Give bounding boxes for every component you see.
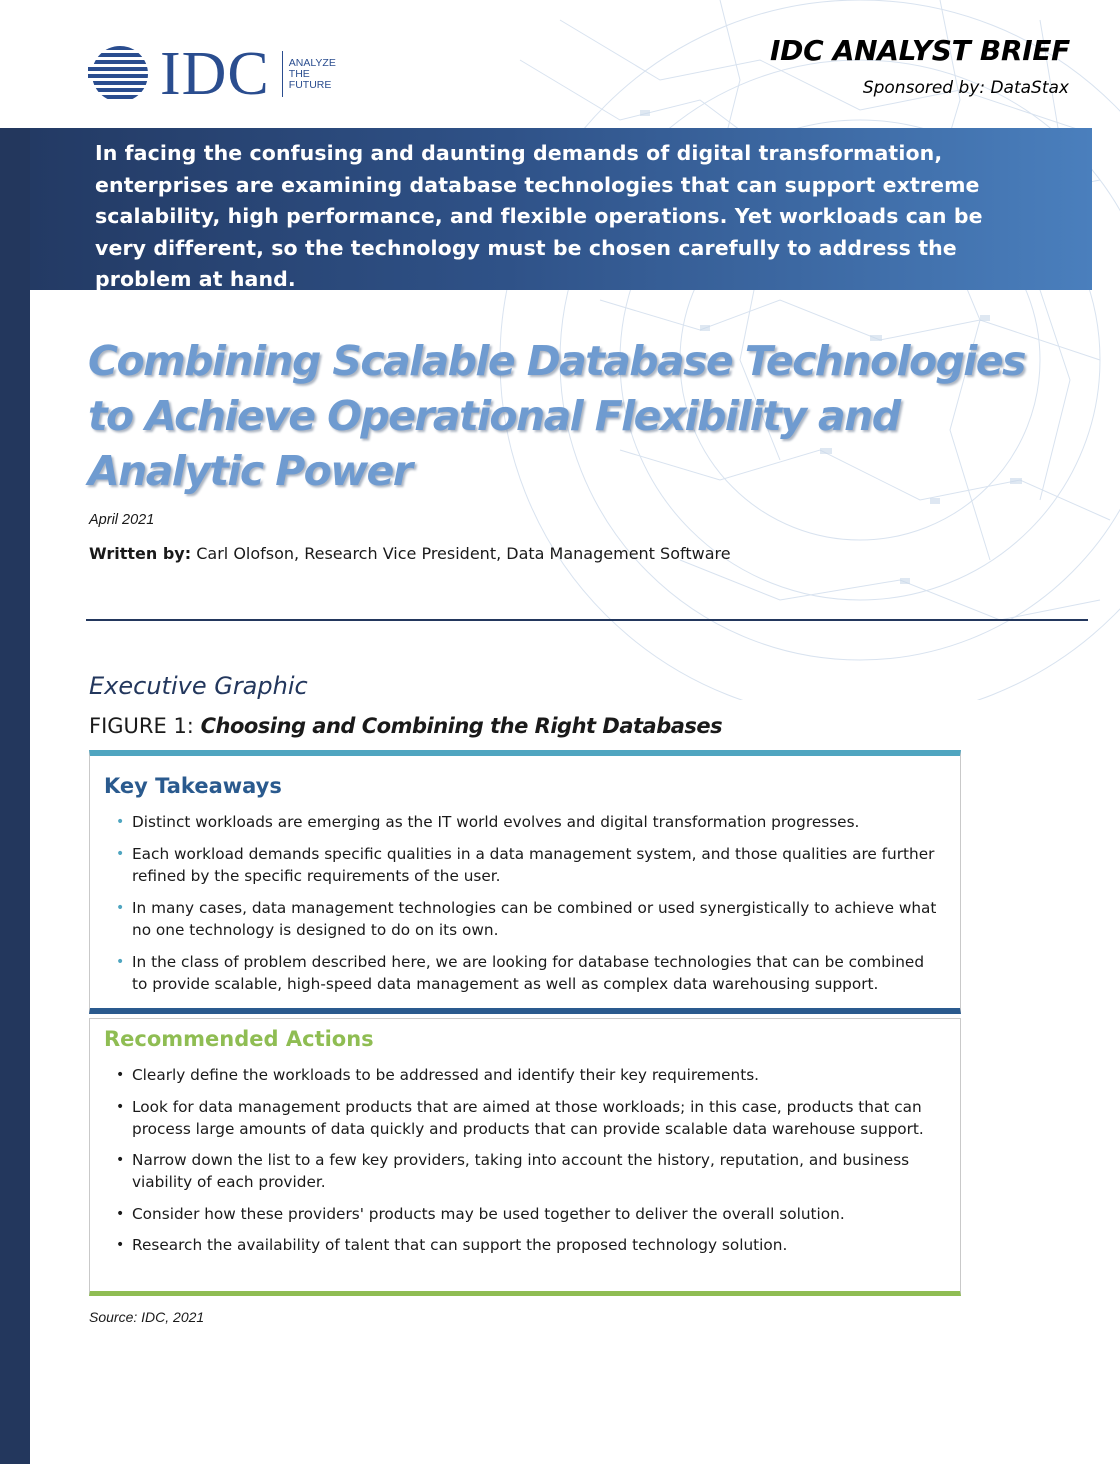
- recommended-actions-list: [114, 1064, 940, 1266]
- bullet-icon: •: [116, 1098, 125, 1115]
- bullet-icon: •: [116, 1152, 125, 1168]
- idc-logo: [88, 40, 336, 108]
- author-name: Carl Olofson, Research Vice President, Data Management Software: [196, 544, 731, 563]
- bullet-icon: •: [116, 1067, 125, 1083]
- list-item: • In the class of problem described here, we are looking for database technologies that can be combined to provide scalable, high-speed data management as well as complex data warehousing support.: [116, 953, 925, 993]
- bullet-icon: •: [116, 846, 125, 862]
- bullet-icon: •: [116, 954, 125, 970]
- bullet-icon: •: [116, 900, 125, 916]
- figure-number: FIGURE 1:: [89, 714, 194, 738]
- author-label: Written by:: [89, 544, 192, 563]
- list-item: • In many cases, data management technologies can be combined or used synergistically to achieve what no one technology is designed to do on its own.: [116, 899, 937, 939]
- figure-source: Source: IDC, 2021: [89, 1309, 205, 1325]
- list-item: • Each workload demands specific qualities in a data management system, and those qualities are further refined by the specific requirements of the user.: [116, 845, 935, 885]
- key-takeaways-list: [114, 811, 940, 1005]
- sponsor-line: Sponsored by: DataStax: [862, 78, 1069, 98]
- bullet-icon: •: [116, 814, 125, 830]
- globe-lines-icon: [88, 44, 152, 104]
- figure-title: Choosing and Combining the Right Databases: [200, 714, 723, 738]
- list-item: • Research the availability of talent that can support the proposed technology solution.: [116, 1236, 788, 1254]
- section-divider: [86, 619, 1088, 621]
- recommended-actions-heading: Recommended Actions: [104, 1027, 374, 1051]
- list-item: • Distinct workloads are emerging as the IT world evolves and digital transformation progresses.: [116, 813, 860, 831]
- logo-wordmark: IDC: [160, 40, 270, 108]
- recommended-actions-panel: [89, 1018, 961, 1296]
- author-line: [89, 544, 731, 563]
- logo-divider: [282, 51, 283, 97]
- key-takeaways-panel: [89, 750, 961, 1014]
- figure-caption: [89, 714, 722, 738]
- key-takeaways-heading: Key Takeaways: [104, 774, 282, 798]
- banner-summary-text: In facing the confusing and daunting demands of digital transformation, enterprises are examining database technologies that can support extreme scalability, high performance, and flexible operations. Yet workloads can be very different, so the technology must be chosen carefully to address the problem at hand.: [95, 141, 983, 291]
- publication-date: April 2021: [89, 512, 155, 528]
- section-heading: Executive Graphic: [89, 672, 308, 700]
- list-item: • Narrow down the list to a few key providers, taking into account the history, reputation, and business viability of each provider.: [116, 1151, 910, 1191]
- brief-type-title: IDC ANALYST BRIEF: [770, 34, 1070, 67]
- document-title: Combining Scalable Database Technologies to Achieve Operational Flexibility and Analytic Power: [88, 337, 1025, 495]
- bullet-icon: •: [116, 1237, 125, 1253]
- list-item: • Consider how these providers' products may be used together to deliver the overall solution.: [116, 1204, 845, 1223]
- bullet-icon: •: [116, 1205, 125, 1222]
- left-accent-bar: [0, 128, 30, 1464]
- logo-tagline: ANALYZE THE FUTURE: [288, 56, 336, 91]
- list-item: • Look for data management products that are aimed at those workloads; in this case, products that can process large amounts of data quickly and products that can provide scalable data warehouse support.: [116, 1097, 924, 1138]
- list-item: • Clearly define the workloads to be addressed and identify their key requirements.: [116, 1066, 760, 1084]
